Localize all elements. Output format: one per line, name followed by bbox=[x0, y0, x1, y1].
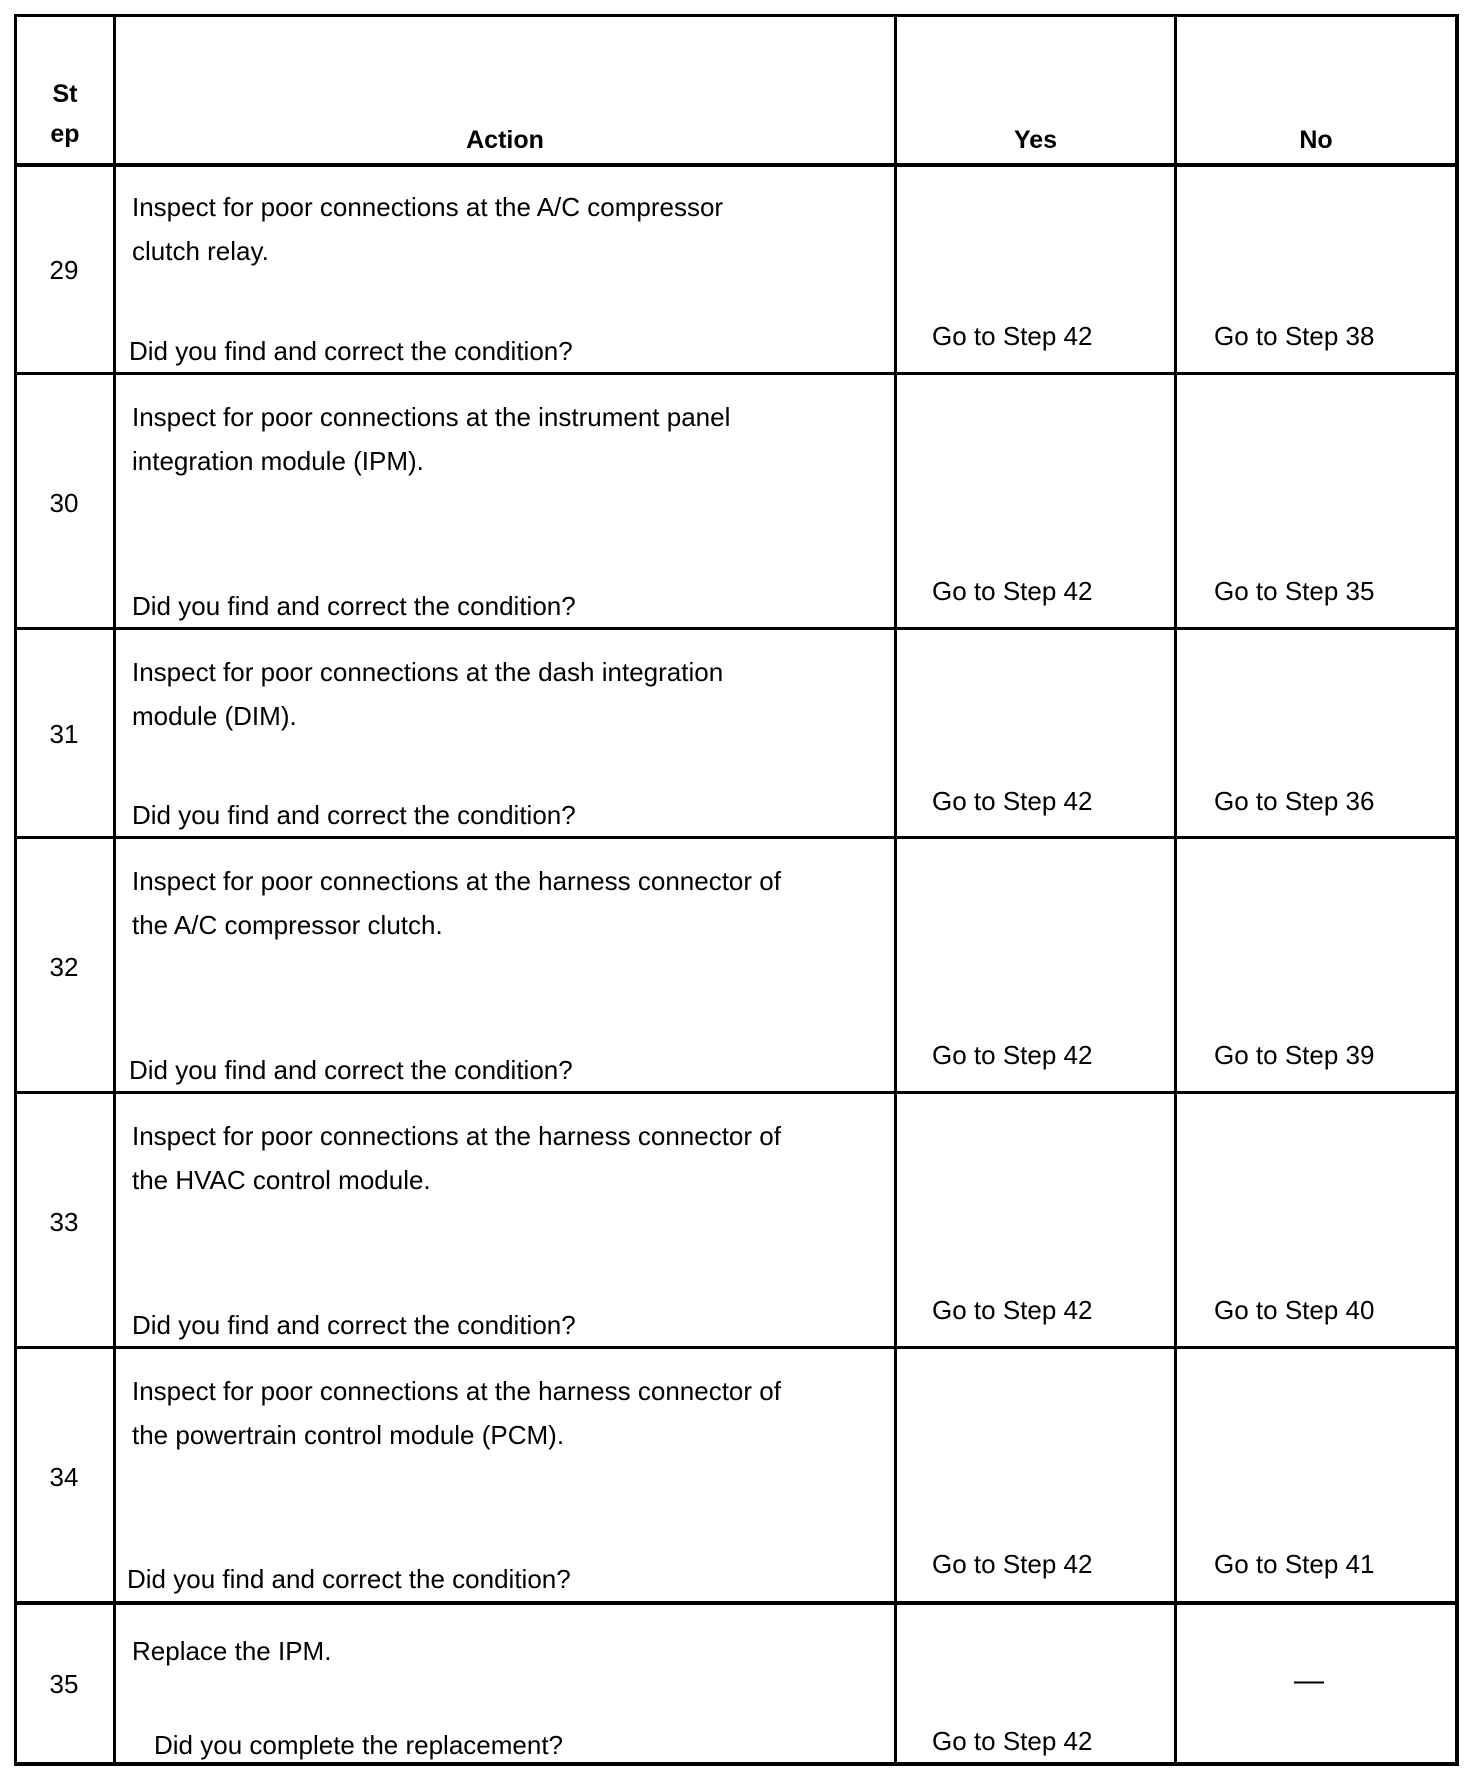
action-text: Inspect for poor connections at the dash integration module (DIM). bbox=[132, 657, 724, 731]
no-next-step: Go to Step 35 bbox=[1214, 576, 1375, 606]
header-yes: Yes bbox=[1013, 126, 1058, 154]
step-number: 32 bbox=[49, 952, 79, 982]
no-next-step: Go to Step 39 bbox=[1214, 1040, 1375, 1070]
header-no: No bbox=[1299, 126, 1333, 154]
header-divider bbox=[14, 163, 1459, 167]
no-next-step: Go to Step 36 bbox=[1214, 786, 1375, 816]
action-text: Inspect for poor connections at the instrument panel integration module (IPM). bbox=[132, 402, 731, 476]
action-text: Inspect for poor connections at the harness connector of the A/C compressor clutch. bbox=[132, 866, 781, 940]
no-next-step: Go to Step 38 bbox=[1214, 321, 1375, 351]
yes-next-step: Go to Step 42 bbox=[932, 1549, 1093, 1579]
action-text: Inspect for poor connections at the A/C compressor clutch relay. bbox=[132, 192, 724, 266]
action-question: Did you find and correct the condition? bbox=[132, 591, 576, 621]
action-question: Did you find and correct the condition? bbox=[127, 1564, 571, 1594]
yes-next-step: Go to Step 42 bbox=[932, 786, 1093, 816]
diagnostic-table bbox=[14, 14, 1459, 1766]
action-text: Inspect for poor connections at the harness connector of the HVAC control module. bbox=[132, 1121, 781, 1195]
action-question: Did you find and correct the condition? bbox=[129, 1055, 573, 1085]
column-divider bbox=[894, 14, 897, 1766]
yes-next-step: Go to Step 42 bbox=[932, 1040, 1093, 1070]
action-question: Did you find and correct the condition? bbox=[132, 800, 576, 830]
header-step: St ep bbox=[50, 80, 80, 148]
action-question: Did you find and correct the condition? bbox=[129, 336, 573, 366]
step-number: 35 bbox=[49, 1669, 79, 1699]
yes-next-step: Go to Step 42 bbox=[932, 1726, 1093, 1756]
table-border-top bbox=[14, 14, 1459, 17]
column-divider bbox=[1174, 14, 1177, 1766]
step-number: 31 bbox=[49, 719, 79, 749]
row-divider bbox=[14, 1601, 1459, 1605]
step-number: 29 bbox=[49, 255, 79, 285]
action-question: Did you find and correct the condition? bbox=[132, 1310, 576, 1340]
action-text: Inspect for poor connections at the harness connector of the powertrain control module (PCM). bbox=[132, 1376, 781, 1450]
table-border-right bbox=[1455, 14, 1459, 1766]
yes-next-step: Go to Step 42 bbox=[932, 1295, 1093, 1325]
step-number: 34 bbox=[49, 1462, 79, 1492]
yes-next-step: Go to Step 42 bbox=[932, 321, 1093, 351]
action-question: Did you complete the replacement? bbox=[154, 1730, 564, 1760]
no-next-step: Go to Step 40 bbox=[1214, 1295, 1375, 1325]
step-number: 33 bbox=[49, 1207, 79, 1237]
step-number: 30 bbox=[49, 488, 79, 518]
no-next-step: Go to Step 41 bbox=[1214, 1549, 1375, 1579]
action-text: Replace the IPM. bbox=[132, 1636, 332, 1666]
yes-next-step: Go to Step 42 bbox=[932, 576, 1093, 606]
header-action: Action bbox=[466, 126, 544, 154]
no-next-step: — bbox=[1294, 1664, 1324, 1697]
